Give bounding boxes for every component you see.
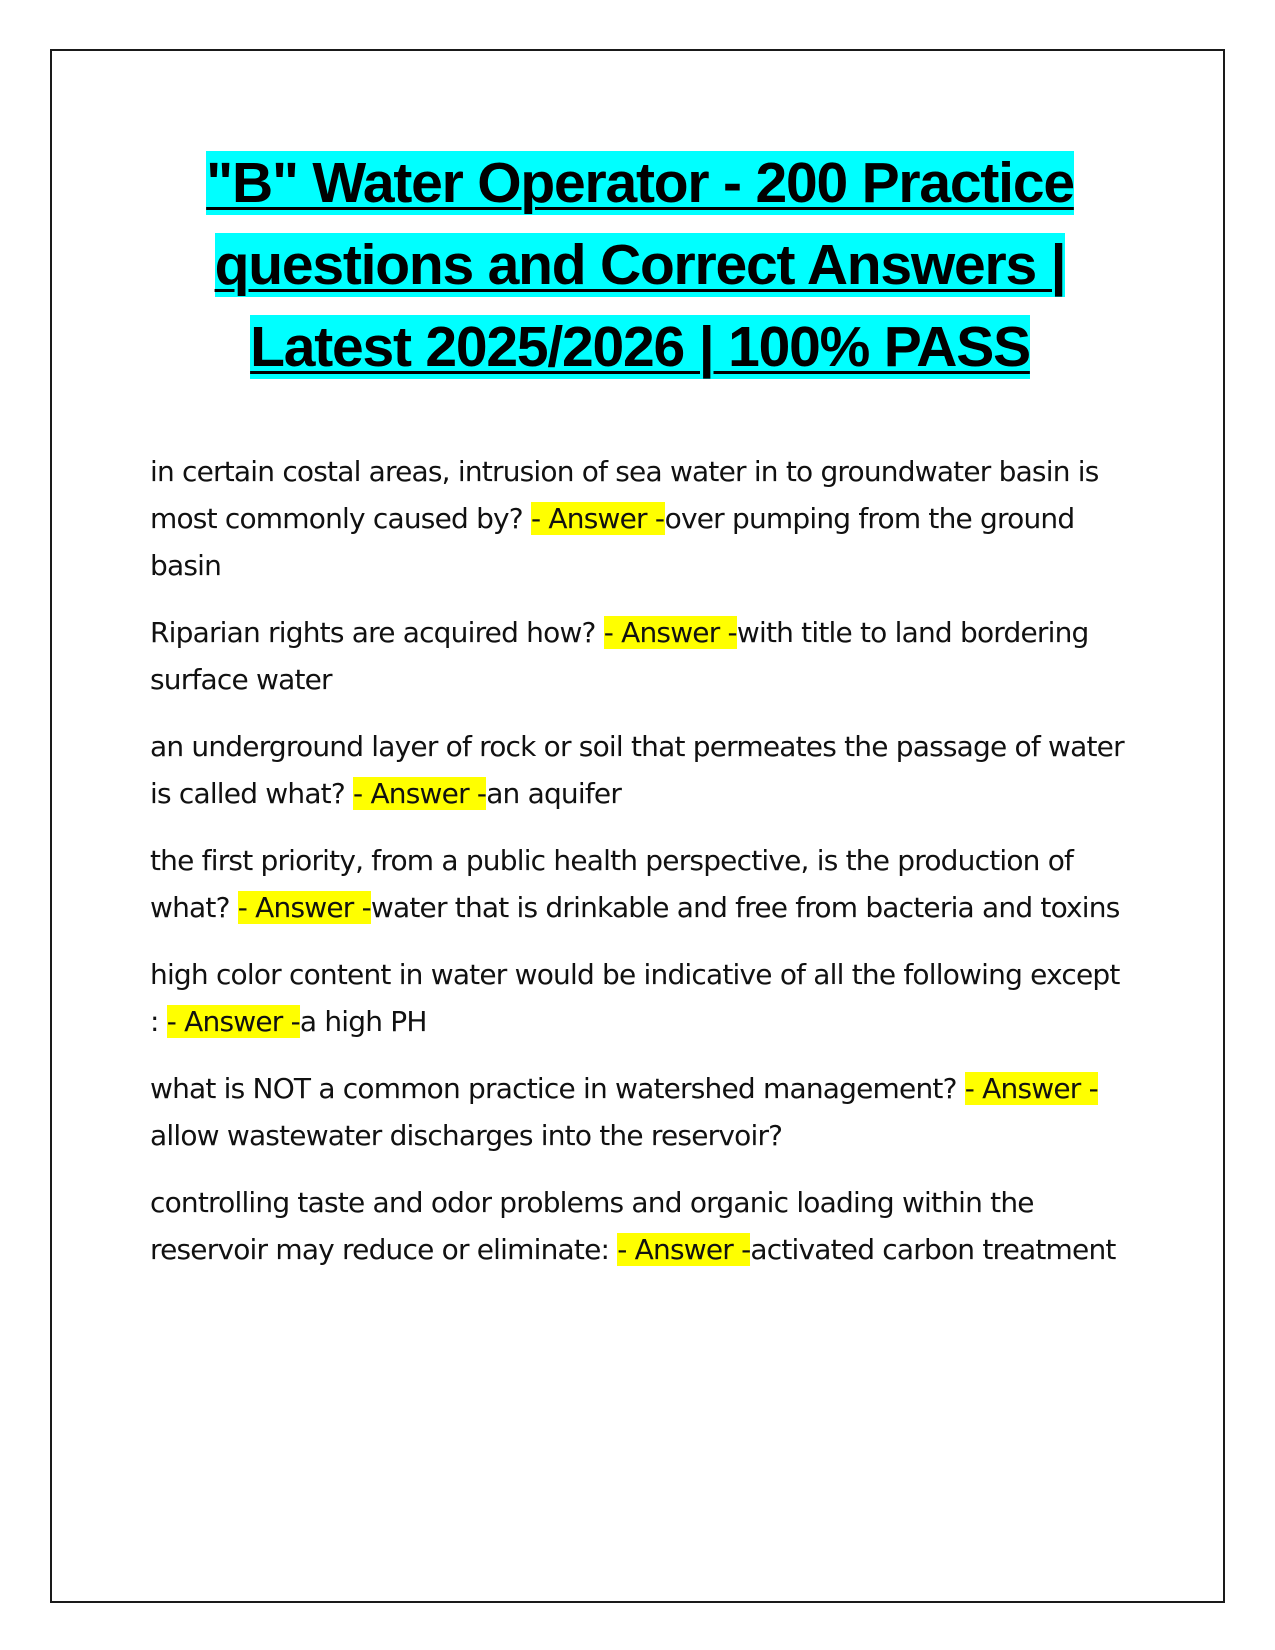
title-line: questions and Correct Answers | — [214, 233, 1066, 297]
qa-item — [150, 448, 1130, 589]
qa-item — [150, 609, 1130, 703]
answer-text: allow wastewater discharges into the reservoir? — [150, 1119, 783, 1152]
question-text: what is NOT a common practice in watershed management? — [150, 1072, 957, 1105]
answer-text: with title to land bordering surface water — [150, 616, 1089, 696]
question-text: high color content in water would be indicative of all the following except : — [150, 958, 1120, 1038]
qa-list — [150, 448, 1130, 1293]
answer-label: - Answer - — [353, 777, 487, 810]
qa-item — [150, 1179, 1130, 1273]
title-line: "B" Water Operator - 200 Practice — [206, 151, 1074, 215]
answer-label: - Answer - — [166, 1005, 300, 1038]
question-text: an underground layer of rock or soil that permeates the passage of water is called what? — [150, 730, 1124, 810]
answer-label: - Answer - — [530, 502, 665, 535]
answer-text: activated carbon treatment — [750, 1233, 1116, 1266]
answer-label: - Answer - — [964, 1072, 1098, 1105]
document-title — [120, 142, 1160, 388]
answer-text: a high PH — [299, 1005, 427, 1038]
question-text: Riparian rights are acquired how? — [150, 616, 596, 649]
answer-label: - Answer - — [603, 616, 737, 649]
answer-label: - Answer - — [617, 1233, 751, 1266]
answer-label: - Answer - — [237, 891, 371, 924]
question-text: controlling taste and odor problems and organic loading within the reservoir may reduce or eliminate: — [150, 1186, 1034, 1266]
qa-item — [150, 1065, 1130, 1159]
answer-text: an aquifer — [486, 777, 622, 810]
answer-text: water that is drinkable and free from bacteria and toxins — [370, 891, 1120, 924]
qa-item — [150, 951, 1130, 1045]
question-text: the first priority, from a public health perspective, is the production of what? — [150, 844, 1074, 924]
title-line: Latest 2025/2026 | 100% PASS — [250, 315, 1030, 379]
question-text: in certain costal areas, intrusion of sea water in to groundwater basin is most commonly caused by? — [150, 455, 1099, 535]
qa-item — [150, 723, 1130, 817]
answer-text: over pumping from the ground basin — [150, 502, 1075, 582]
qa-item — [150, 837, 1130, 931]
